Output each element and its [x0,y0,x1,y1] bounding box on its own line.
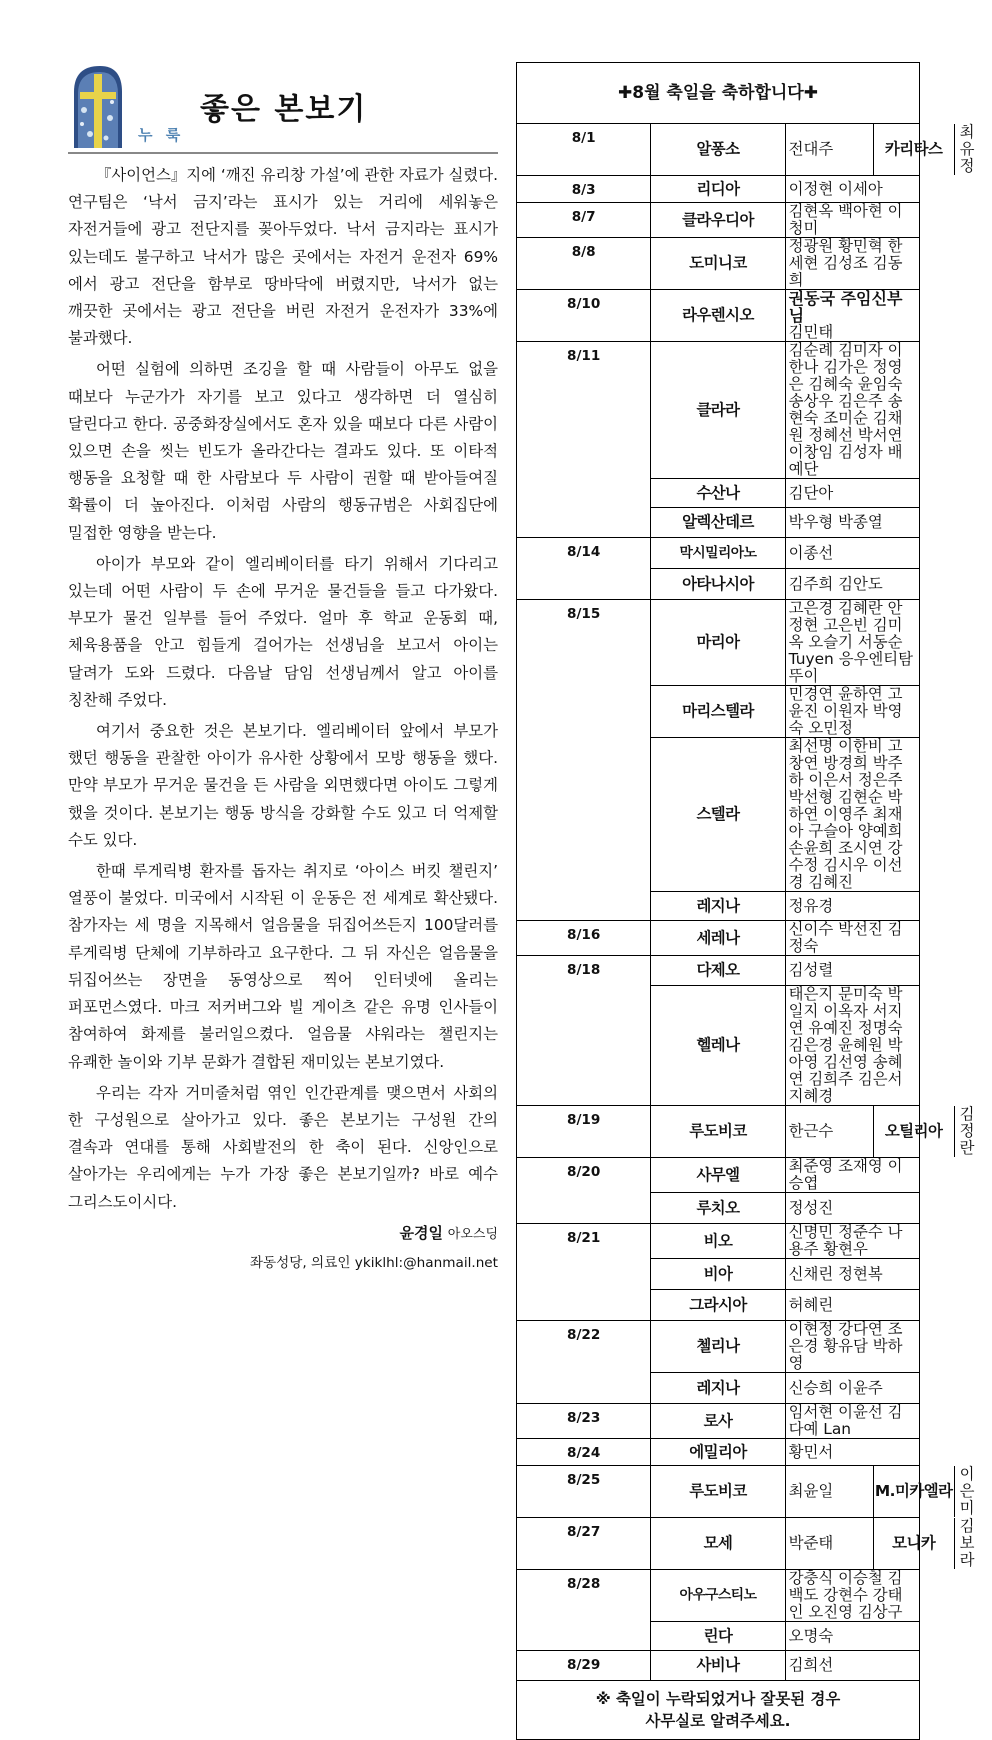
saint-name: 클라우디아 [651,203,785,238]
saint-name: 클라라 [651,342,785,479]
member-names: 이은미 [959,1465,975,1517]
table-row [517,1651,920,1681]
saint-name: 린다 [651,1622,785,1651]
member-names: 정성진 [785,1193,919,1224]
member-names: 이정현 이세아 [785,176,919,203]
table-row [517,1321,920,1373]
member-names: 최윤일 [788,1482,834,1500]
feast-date: 8/16 [517,921,651,956]
feast-day-table-section [516,62,975,1740]
table-header-row [517,63,920,124]
member-names: 황민서 [785,1439,919,1466]
table-row [517,1570,920,1622]
member-names: 정유경 [785,892,919,921]
table-row [517,176,920,203]
saint-name: 알퐁소 [651,124,785,176]
member-names: 오명숙 [785,1622,919,1651]
names-cell [785,1105,975,1158]
table-footer-note [517,1681,920,1740]
saint-name: 마리스텔라 [651,686,785,738]
names-cell [785,123,975,176]
saint-name: 헬레나 [651,986,785,1106]
feast-date: 8/25 [517,1466,651,1518]
saint-name: 모세 [651,1518,785,1570]
feast-date: 8/28 [517,1570,651,1651]
member-names: 최준영 조재영 이승엽 [785,1158,919,1193]
member-names: 신승희 이윤주 [785,1373,919,1404]
page-title: 좋은 본보기 [200,92,368,127]
feast-date: 8/22 [517,1321,651,1404]
saint-name: 레지나 [651,1373,785,1404]
table-row [517,538,920,569]
table-row [517,290,920,342]
member-names: 김성렬 [785,956,919,986]
saint-name: 리디아 [651,176,785,203]
member-names: 김희선 [785,1651,919,1681]
feast-date: 8/7 [517,203,651,238]
member-names: 김현옥 백아현 이청미 [785,203,919,238]
footer-line: 사무실로 알려주세요. [645,1712,791,1730]
table-row [517,1158,920,1193]
saint-name: 레지나 [651,892,785,921]
table-row [517,124,920,176]
footer-line: ※ 축일이 누락되었거나 잘못된 경우 [595,1690,841,1708]
feast-date: 8/29 [517,1651,651,1681]
saint-name: 오틸리아 [873,1106,955,1157]
saint-name: 아우구스티노 [651,1570,785,1622]
member-names: 신명민 정준수 나용주 황현우 [785,1224,919,1259]
member-names: 김정란 [959,1105,975,1157]
feast-date: 8/23 [517,1404,651,1439]
feast-date: 8/21 [517,1224,651,1321]
member-names: 신이수 박선진 김정숙 [785,921,919,956]
saint-name: 아타나시아 [651,569,785,600]
member-names: 김주희 김안도 [785,569,919,600]
author-name: 윤경일 [399,1223,443,1242]
table-row [517,921,920,956]
feast-date: 8/18 [517,956,651,1106]
member-names: 한근수 [788,1122,834,1140]
feast-date: 8/11 [517,342,651,538]
saint-name: 사무엘 [651,1158,785,1193]
saint-name: 루도비코 [651,1466,785,1518]
member-names: 전대주 [788,140,834,158]
saint-name: M.미카엘라 [873,1466,955,1517]
table-row [517,1404,920,1439]
article-paragraph: 한때 루게릭병 환자를 돕자는 취지로 ‘아이스 버킷 챌린지’ 열풍이 불었다. 미국에서 시작된 이 운동은 전 세계로 확산됐다. 참가자는 세 명을 지목해서 얼음물을 뒤집어쓰든지 100달러를 루게릭병 단체에 기부하라고 요구한다. 그 뒤 자신은 얼음물을 뒤집어쓰는 장면을 동영상으로 찍어 인터넷에 올리는 퍼포먼스였다. 마크 저커버그와 빌 게이츠 같은 유명 인사들이 참여하여 화제를 불러일으켰다. 얼음물 샤워라는 챌린지는 유쾌한 놀이와 기부 문화가 결합된 재미있는 본보기였다. [68,862,498,1071]
table-row [517,956,920,986]
article-paragraph: 아이가 부모와 같이 엘리베이터를 타기 위해서 기다리고 있는데 어떤 사람이 두 손에 무거운 물건들을 들고 다가왔다. 부모가 물건 일부를 들어 주었다. 얼마 후 학교 운동회 때, 체육용품을 안고 힘들게 걸어가는 선생님을 보고서 아이는 달려가 도와 드렸다. 다음날 담임 선생님께서 알고 아이를 칭찬해 주었다. [68,554,498,709]
feast-date: 8/19 [517,1106,651,1158]
member-names: 고은경 김혜란 안정현 고은빈 김미옥 오슬기 서동순 Tuyen 응우엔티탐뚜이 [785,600,919,686]
article-paragraph: 우리는 각자 거미줄처럼 엮인 인간관계를 맺으면서 사회의 한 구성원으로 살아가고 있다. 좋은 본보기는 구성원 간의 결속과 연대를 통해 사회발전의 한 축이 된다. 신앙인으로 살아가는 우리에게는 누가 가장 좋은 본보기일까? 바로 예수 그리스도이시다. [68,1083,498,1211]
author-affiliation: 좌동성당, 의료인 ykiklhl:@hanmail.net [249,1254,498,1271]
names-cell [785,1517,975,1570]
author-line [68,1222,498,1243]
saint-name: 루도비코 [651,1106,785,1158]
member-names: 김민태 [788,323,834,341]
member-names: 김단아 [785,479,919,508]
saint-name: 로사 [651,1404,785,1439]
article-paragraph: 어떤 실험에 의하면 조깅을 할 때 사람들이 아무도 없을 때보다 누군가가 자기를 보고 있다고 생각하면 더 열심히 달린다고 한다. 공중화장실에서도 혼자 있을 때보다 다른 사람이 있으면 손을 씻는 빈도가 올라간다는 결과도 있다. 또 이타적 행동을 요청할 때 한 사람보다 두 사람이 권할 때 받아들여질 확률이 더 높아진다. 이처럼 사람의 행동규범은 사회집단에 밀접한 영향을 받는다. [68,360,498,542]
member-names: 김순례 김미자 이한나 김가은 정영은 김혜숙 윤임숙 송상우 김은주 송현숙 조미순 김채원 정혜선 박서연 이창임 김성자 배예단 [785,342,919,479]
saint-name: 세레나 [651,921,785,956]
feast-date: 8/10 [517,290,651,342]
article-paragraph: 여기서 중요한 것은 본보기다. 엘리베이터 앞에서 부모가 했던 행동을 관찰한 아이가 유사한 상황에서 모방 행동을 했다. 만약 부모가 무거운 물건을 든 사람을 외면했다면 아이도 그렇게 했을 것이다. 본보기는 행동 방식을 강화할 수도 있고 더 억제할 수도 있다. [68,722,498,849]
saint-name: 스텔라 [651,738,785,892]
feast-date: 8/3 [517,176,651,203]
member-names: 최유정 [959,123,975,175]
member-names: 태은지 문미숙 박일지 이옥자 서지연 유예진 정명숙 김은경 윤혜원 박아영 김선영 송혜연 김희주 김은서 지혜경 [785,986,919,1106]
saint-name: 막시밀리아노 [651,538,785,569]
member-names: 민경연 윤하연 고윤진 이원자 박영숙 오민정 [785,686,919,738]
article-paragraph: 『사이언스』지에 ‘깨진 유리창 가설’에 관한 자료가 실렸다. 연구팀은 ‘낙서 금지’라는 표시가 있는 거리에 세워놓은 자전거들에 광고 전단지를 꽂아두었다. 낙서 금지라는 표시가 있는데도 불구하고 낙서가 많은 곳에서는 자전거 운전자 69%에서 광고 전단을 함부로 땅바닥에 버렸지만, 낙서가 없는 깨끗한 곳에서는 광고 전단을 버린 자전거 운전자가 33%에 불과했다. [68,166,498,348]
member-names: 김보라 [959,1517,975,1569]
table-row [517,1466,920,1518]
table-row [517,238,920,290]
column-name: 누 룩 [138,126,185,144]
bulletin-column [68,62,498,1271]
member-names: 이현정 강다연 조은경 황유담 박하영 [785,1321,919,1373]
feast-date: 8/15 [517,600,651,921]
column-header [68,62,498,154]
member-names: 허혜린 [785,1290,919,1321]
saint-name: 다제오 [651,956,785,986]
pastor-name: 권동국 주임신부님 [788,289,903,325]
saint-name: 도미니코 [651,238,785,290]
saint-name: 수산나 [651,479,785,508]
table-row [517,1439,920,1466]
feast-date: 8/24 [517,1439,651,1466]
feast-date: 8/27 [517,1518,651,1570]
table-row [517,1518,920,1570]
table-footer-row [517,1681,920,1740]
saint-name: 그라시아 [651,1290,785,1321]
names-cell [785,1465,975,1518]
table-row [517,203,920,238]
saint-name: 비아 [651,1259,785,1290]
feast-date: 8/8 [517,238,651,290]
author-baptismal-name: 아오스딩 [447,1226,498,1242]
member-names: 이종선 [785,538,919,569]
member-names: 정광원 황민혁 한세현 김성조 김동희 [785,238,919,290]
feast-date: 8/1 [517,124,651,176]
member-names: 박준태 [788,1534,834,1552]
saint-name: 사비나 [651,1651,785,1681]
names-cell [785,290,919,342]
member-names: 신채린 정현복 [785,1259,919,1290]
saint-name: 모니카 [873,1518,955,1569]
saint-name: 라우렌시오 [651,290,785,342]
feast-date: 8/20 [517,1158,651,1224]
saint-name: 카리타스 [873,124,955,175]
saint-name: 비오 [651,1224,785,1259]
table-title: ✚8월 축일을 축하합니다✚ [517,63,920,124]
saint-name: 에밀리아 [651,1439,785,1466]
table-row [517,1106,920,1158]
member-names: 최선명 이한비 고창연 방경희 박주하 이은서 정은주 박선형 김현순 박하연 이영주 최재아 구슬아 양예희 손윤희 조시연 강수정 김시우 이선경 김혜진 [785,738,919,892]
member-names: 임서현 이윤선 김다예 Lan [785,1404,919,1439]
saint-name: 마리아 [651,600,785,686]
article-body [68,162,498,1216]
saint-name: 첼리나 [651,1321,785,1373]
table-row [517,600,920,686]
table-row [517,1224,920,1259]
feast-date: 8/14 [517,538,651,600]
table-row [517,342,920,479]
member-names: 강충식 이승철 김백도 강현수 강태인 오진영 김상구 [785,1570,919,1622]
saint-name: 루치오 [651,1193,785,1224]
feast-day-table [516,62,975,1740]
saint-name: 알렉산데르 [651,508,785,538]
member-names: 박우형 박종열 [785,508,919,538]
